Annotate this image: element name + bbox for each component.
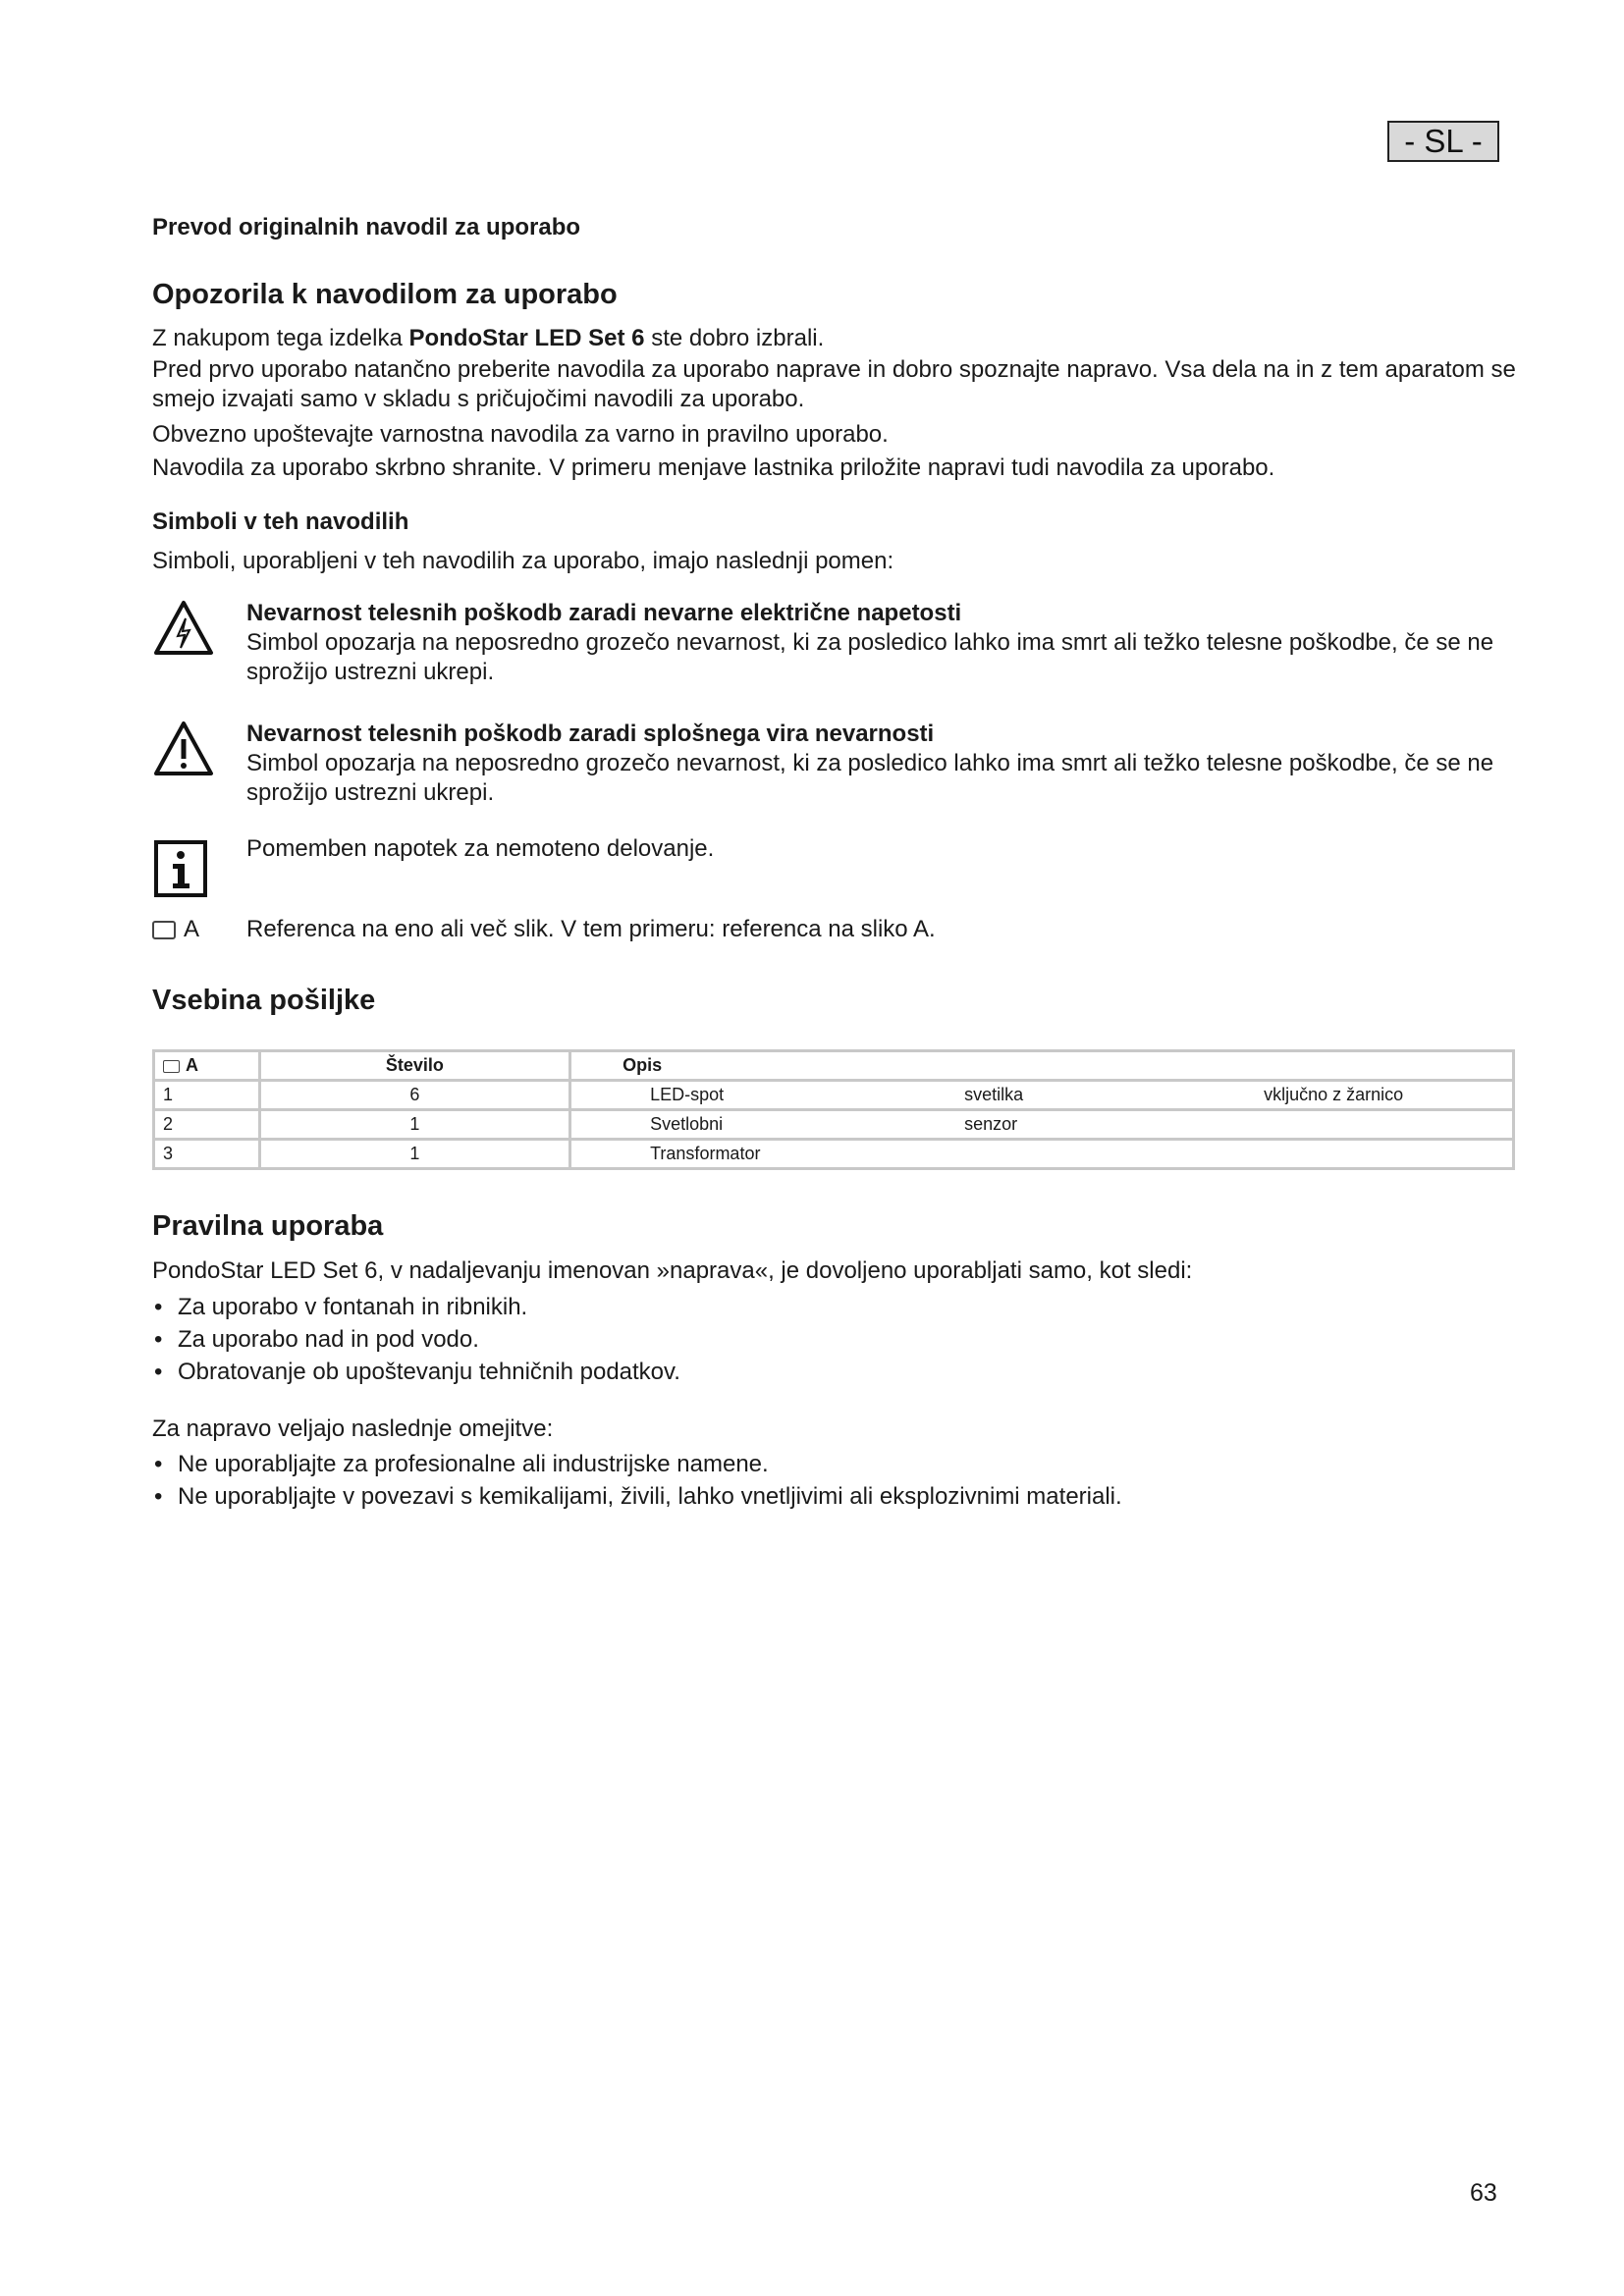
general-warning-title: Nevarnost telesnih poškodb zaradi splošnega vira nevarnosti [246,721,935,747]
purchase-line-post: ste dobro izbrali. [644,325,825,351]
symbol-electric [152,599,1517,692]
row-count: 6 [259,1081,570,1110]
general-warning-text: Simbol opozarja na neposredno grozečo nevarnost, ki za posledico lahko ima smrt ali težko telesne poškodbe, če se ne sprožijo ustrezni ukrepi. [246,750,1494,806]
row-desc-3: vključno z žarnico [1264,1085,1404,1104]
table-row [154,1081,1514,1110]
general-warning-icon [152,720,215,783]
info-icon [152,838,211,904]
list-item: • Ne uporabljajte v povezavi s kemikalijami, živili, lahko vnetljivimi ali eksplozivnimi materiali. [152,1480,1517,1513]
reference-text: Referenca na eno ali več slik. V tem primeru: referenca na sliko A. [246,916,936,942]
header-count: Število [259,1051,570,1081]
symbol-reference [152,915,1517,948]
row-desc-2: senzor [964,1114,1018,1134]
purchase-line [152,324,824,353]
intended-use-list [152,1291,1517,1388]
info-text: Pomemben napotek za nemoteno delovanje. [246,835,715,862]
row-figure: 1 [154,1081,260,1110]
row-desc-1: Svetlobni [650,1114,724,1134]
electric-warning-title: Nevarnost telesnih poškodb zaradi nevarne električne napetosti [246,600,962,626]
restrictions-list [152,1448,1517,1513]
figure-box-icon [163,1060,180,1073]
header-figure [154,1051,260,1081]
scope-table [152,1049,1515,1170]
list-item: • Ne uporabljajte za profesionalne ali industrijske namene. [152,1448,1517,1480]
product-name: PondoStar LED Set 6 [408,325,645,351]
language-tag: - SL - [1387,121,1499,162]
row-desc-1: Transformator [650,1144,761,1163]
intended-use-intro: PondoStar LED Set 6, v nadaljevanju imenovan »naprava«, je dovoljeno uporabljati samo, kot sledi: [152,1257,1193,1284]
symbol-info [152,834,1517,899]
warnings-para-keep: Navodila za uporabo skrbno shranite. V primeru menjave lastnika priložite napravi tudi navodila za uporabo. [152,454,1275,481]
row-figure: 2 [154,1110,260,1140]
warnings-para-read: Pred prvo uporabo natančno preberite navodila za uporabo naprave in dobro spoznajte napravo. Vsa dela na in z tem aparatom se smejo izvajati samo v skladu s pričujočimi navodili za uporabo. [152,356,1516,412]
row-desc-1: LED-spot [650,1085,725,1104]
list-item: • Za uporabo nad in pod vodo. [152,1323,1517,1356]
scope-heading: Vsebina pošiljke [152,985,376,1016]
row-count: 1 [259,1110,570,1140]
purchase-line-pre: Z nakupom tega izdelka [152,325,409,351]
warnings-heading: Opozorila k navodilom za uporabo [152,279,618,310]
list-item: • Obratovanje ob upoštevanju tehničnih podatkov. [152,1356,1517,1388]
electric-warning-icon [152,599,215,663]
row-desc-2: svetilka [964,1085,1024,1104]
electric-warning-text: Simbol opozarja na neposredno grozečo nevarnost, ki za posledico lahko ima smrt ali težko telesne poškodbe, če se ne sprožijo ustrezni ukrepi. [246,629,1494,685]
symbols-intro: Simboli, uporabljeni v teh navodilih za uporabo, imajo naslednji pomen: [152,548,894,574]
symbols-heading: Simboli v teh navodilih [152,508,409,535]
header-description: Opis [570,1051,1514,1081]
document-title: Prevod originalnih navodil za uporabo [152,214,581,240]
warnings-para-safety: Obvezno upoštevajte varnostna navodila za varno in pravilno uporabo. [152,421,889,448]
figure-box-icon [152,921,176,939]
list-item: • Za uporabo v fontanah in ribnikih. [152,1291,1517,1323]
reference-label: A [184,916,200,942]
row-count: 1 [259,1140,570,1169]
restrictions-intro: Za napravo veljajo naslednje omejitve: [152,1415,554,1442]
row-desc-2 [964,1144,1264,1164]
header-figure-label: A [186,1055,198,1075]
table-header-row [154,1051,1514,1081]
table-row [154,1110,1514,1140]
table-row [154,1140,1514,1169]
row-figure: 3 [154,1140,260,1169]
symbol-general [152,720,1517,813]
page-number: 63 [1470,2179,1497,2207]
intended-use-heading: Pravilna uporaba [152,1210,384,1242]
figure-reference [152,915,199,944]
